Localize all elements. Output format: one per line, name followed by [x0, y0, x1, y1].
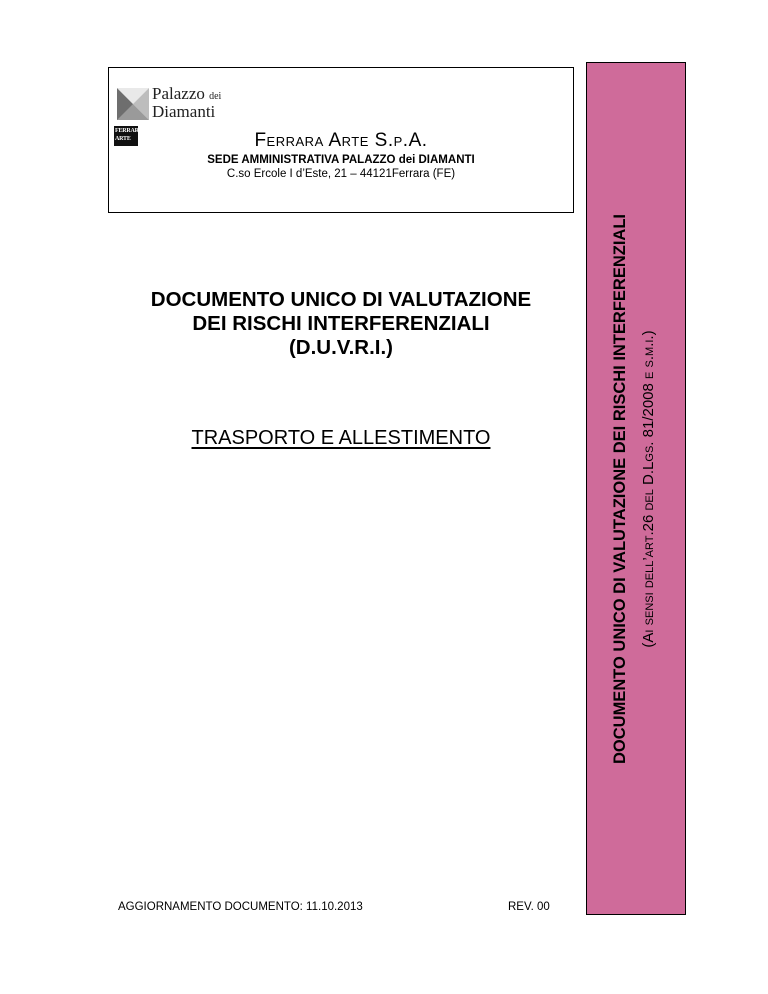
title-line-2: DEI RISCHI INTERFERENZIALI	[192, 312, 490, 335]
logo-palazzo-word: Palazzo	[152, 84, 205, 103]
company-address: C.so Ercole I d’Este, 21 – 44121Ferrara (FE)	[226, 168, 456, 180]
title-line-1: DOCUMENTO UNICO DI VALUTAZIONE	[150, 288, 532, 311]
side-title-rotated	[596, 69, 676, 909]
logo-dei-word: dei	[209, 91, 222, 102]
diamond-logo-icon	[117, 88, 149, 120]
revision-number: REV. 00	[508, 901, 550, 913]
side-title-reference: (Ai sensi dell’art.26 del D.Lgs. 81/2008 e s.m.i.)	[640, 329, 657, 648]
company-header-box	[108, 67, 574, 213]
logo-diamanti-text: Diamanti	[152, 102, 216, 121]
side-title-bar	[586, 62, 686, 915]
company-name: Ferrara Arte S.p.A.	[254, 130, 428, 151]
update-date: AGGIORNAMENTO DOCUMENTO: 11.10.2013	[118, 901, 363, 913]
company-subtitle: SEDE AMMINISTRATIVA PALAZZO dei DIAMANTI	[207, 154, 475, 166]
ferrara-arte-mark: FERRARA ARTE	[114, 126, 138, 146]
title-line-3: (D.U.V.R.I.)	[288, 336, 394, 359]
side-title-main: DOCUMENTO UNICO DI VALUTAZIONE DEI RISCHI INTERFERENZIALI	[611, 213, 629, 764]
document-subject	[108, 426, 574, 450]
subject-text: TRASPORTO E ALLESTIMENTO	[191, 427, 491, 449]
document-title	[108, 288, 574, 360]
